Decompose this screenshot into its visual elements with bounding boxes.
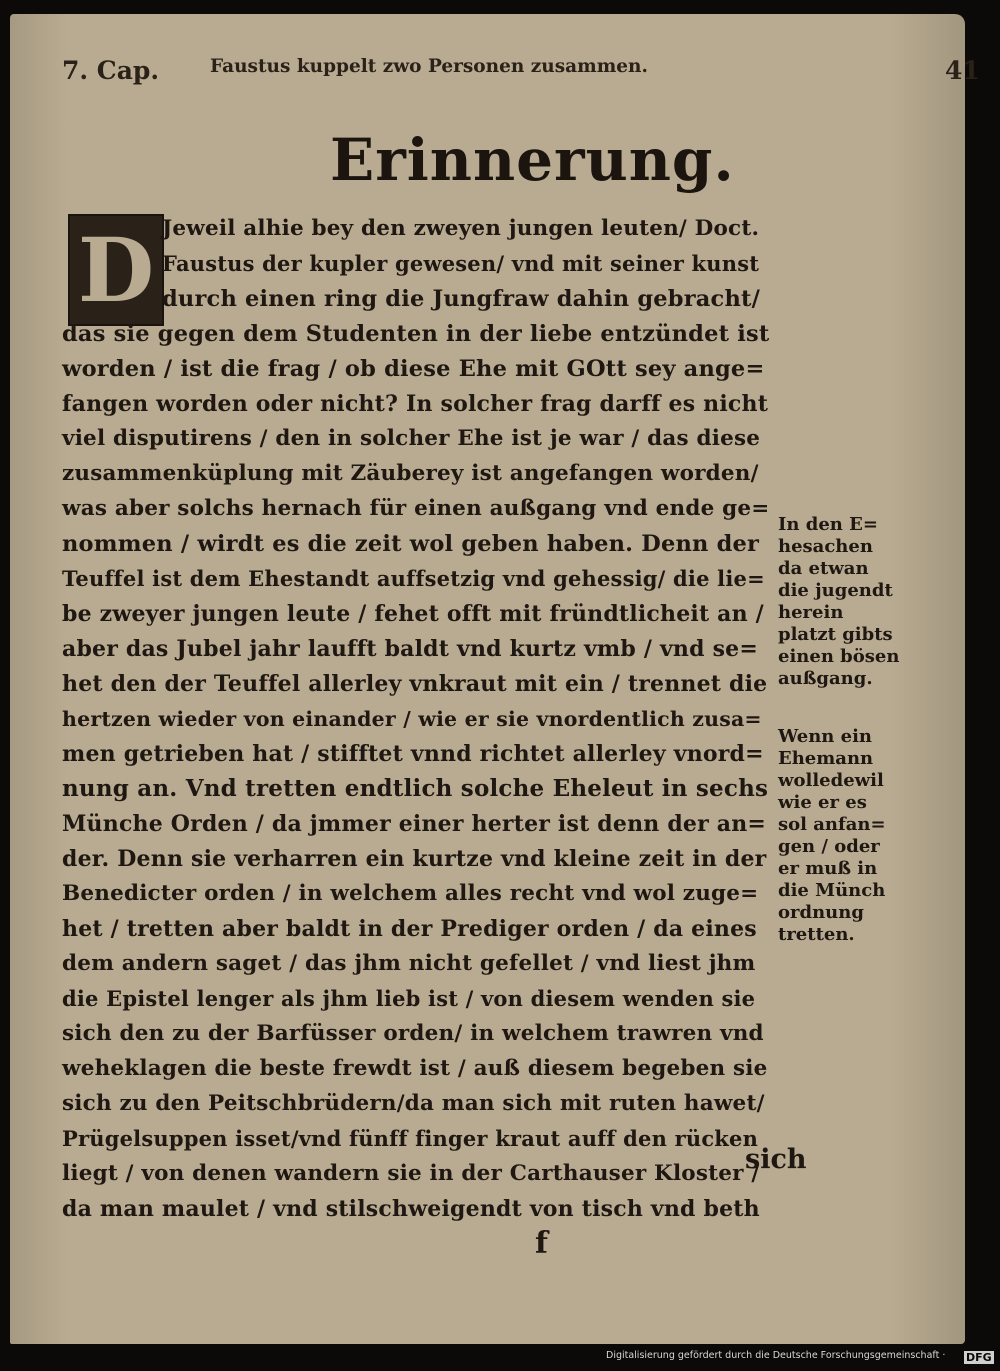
text-line: was aber solchs hernach für einen außgang vnd ende ge= xyxy=(62,496,770,521)
text-line: da man maulet / vnd stilschweigendt von tisch vnd beth xyxy=(62,1196,760,1222)
text-line: Jeweil alhie bey den zweyen jungen leuten/ Doct. xyxy=(162,216,760,241)
margin-note-line: sol anfan= xyxy=(778,814,886,835)
text-line: der. Denn sie verharren ein kurtze vnd kleine zeit in der xyxy=(62,846,767,872)
text-line: Münche Orden / da jmmer einer herter ist denn der an= xyxy=(62,811,767,837)
margin-note-line: hesachen xyxy=(778,536,873,557)
margin-note-line: wolledewil xyxy=(778,770,884,791)
text-line: nung an. Vnd tretten endtlich solche Eheleut in sechs xyxy=(62,775,769,802)
signature-mark: f xyxy=(535,1226,548,1261)
running-head-chapter: 7. Cap. xyxy=(62,56,160,85)
margin-note-line: die jugendt xyxy=(778,580,893,601)
book-page xyxy=(10,14,980,1344)
margin-note-line: ordnung xyxy=(778,902,864,923)
text-line: viel disputirens / den in solcher Ehe ist je war / das diese xyxy=(62,426,761,451)
digitization-credit: Digitalisierung gefördert durch die Deutsche Forschungsgemeinschaft · xyxy=(606,1350,946,1361)
margin-note-line: In den E= xyxy=(778,514,878,535)
margin-note-line: da etwan xyxy=(778,558,869,579)
section-title: Erinnerung. xyxy=(330,126,735,194)
margin-note-line: gen / oder xyxy=(778,836,880,857)
text-line: liegt / von denen wandern sie in der Carthauser Kloster / xyxy=(62,1161,760,1186)
running-head-title: Faustus kuppelt zwo Personen zusammen. xyxy=(210,56,648,77)
text-line: zusammenküplung mit Zäuberey ist angefangen worden/ xyxy=(62,461,759,486)
text-line: Faustus der kupler gewesen/ vnd mit seiner kunst xyxy=(162,251,760,276)
text-line: Benedicter orden / in welchem alles recht vnd wol zuge= xyxy=(62,881,759,906)
decorated-initial xyxy=(68,214,164,326)
margin-note-line: platzt gibts xyxy=(778,624,893,645)
initial-letter: D xyxy=(77,218,155,322)
margin-note-line: Wenn ein xyxy=(778,726,873,747)
text-line: fangen worden oder nicht? In solcher frag darff es nicht xyxy=(62,391,769,417)
text-line: het den der Teuffel allerley vnkraut mit ein / trennet die xyxy=(62,671,768,697)
text-line: sich zu den Peitschbrüdern/da man sich mit ruten hawet/ xyxy=(62,1091,765,1116)
text-line: Prügelsuppen isset/vnd fünff finger kraut auff den rücken xyxy=(62,1126,759,1151)
margin-note-line: wie er es xyxy=(778,792,867,813)
text-line: het / tretten aber baldt in der Prediger orden / da eines xyxy=(62,916,757,942)
margin-note-line: außgang. xyxy=(778,668,873,689)
margin-note-line: er muß in xyxy=(778,858,878,879)
text-line: weheklagen die beste frewdt ist / auß diesem begeben sie xyxy=(62,1056,768,1081)
text-line: dem andern saget / das jhm nicht gefellet / vnd liest jhm xyxy=(62,951,756,976)
text-line: Teuffel ist dem Ehestandt auffsetzig vnd gehessig/ die lie= xyxy=(62,566,765,591)
margin-note-line: einen bösen xyxy=(778,646,900,667)
catchword: sich xyxy=(745,1144,807,1175)
text-line: be zweyer jungen leute / fehet offt mit fründtlicheit an / xyxy=(62,601,764,627)
text-line: nommen / wirdt es die zeit wol geben haben. Denn der xyxy=(62,531,760,557)
text-line: aber das Jubel jahr laufft baldt vnd kurtz vmb / vnd se= xyxy=(62,636,758,662)
text-line: durch einen ring die Jungfraw dahin gebracht/ xyxy=(162,286,761,312)
text-line: hertzen wieder von einander / wie er sie vnordentlich zusa= xyxy=(62,707,762,731)
page-number: 41 xyxy=(945,56,980,85)
margin-note-line: herein xyxy=(778,602,844,623)
text-line: das sie gegen dem Studenten in der liebe entzündet ist xyxy=(62,321,770,347)
margin-note-line: Ehemann xyxy=(778,748,874,769)
text-line: men getrieben hat / stifftet vnnd richtet allerley vnord= xyxy=(62,741,764,767)
margin-note-line: die Münch xyxy=(778,880,886,901)
dfg-logo: DFG xyxy=(966,1351,992,1364)
text-line: worden / ist die frag / ob diese Ehe mit GOtt sey ange= xyxy=(62,356,765,382)
text-line: die Epistel lenger als jhm lieb ist / von diesem wenden sie xyxy=(62,986,756,1011)
margin-note-line: tretten. xyxy=(778,924,855,945)
text-line: sich den zu der Barfüsser orden/ in welchem trawren vnd xyxy=(62,1021,764,1046)
